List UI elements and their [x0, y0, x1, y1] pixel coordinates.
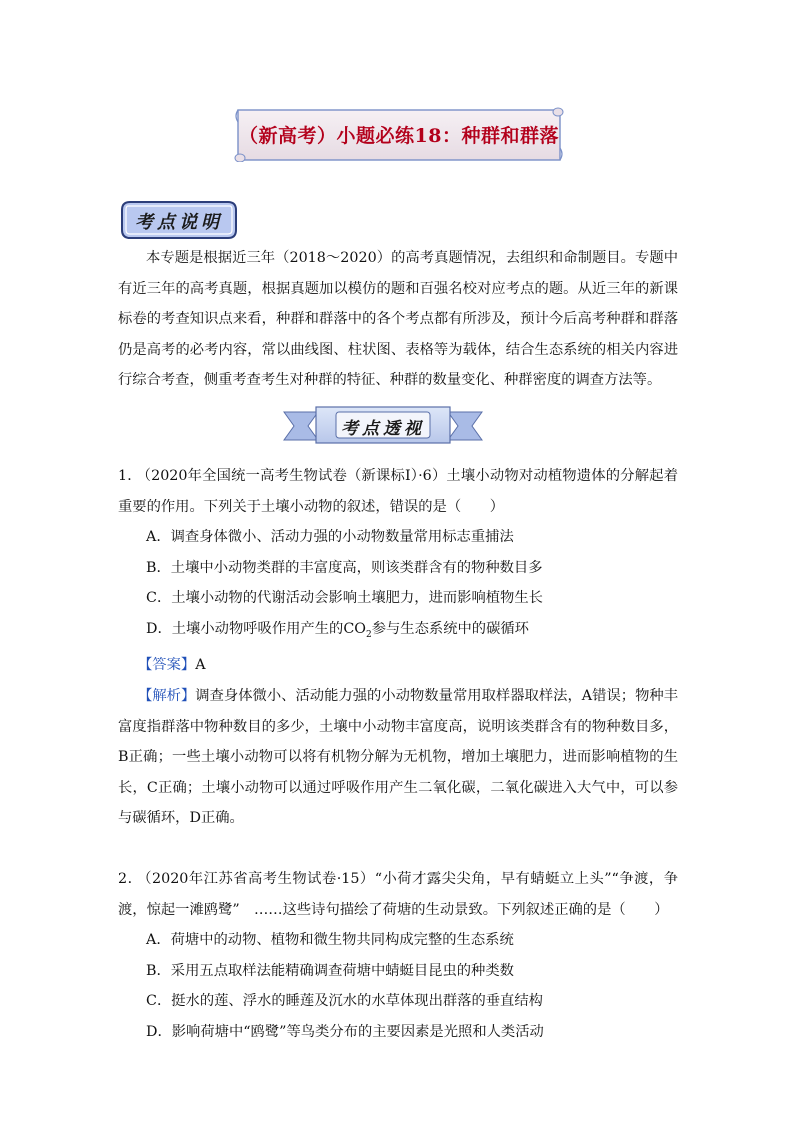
question-1-option-a: A．调查身体微小、活动力强的小动物数量常用标志重捕法	[146, 529, 514, 546]
question-1-option-b: B．土壤中小动物类群的丰富度高，则该类群含有的物种数目多	[146, 559, 543, 576]
option-d-text-post: 参与生态系统中的碳循环	[371, 620, 529, 637]
answer-value: A	[195, 657, 206, 674]
badge-shuoming-label: 考点说明	[135, 212, 223, 233]
question-1-number: 1．	[118, 468, 142, 484]
question-1-answer	[118, 650, 678, 681]
explanation-tag: 【解析】	[138, 688, 196, 705]
question-1	[118, 461, 678, 834]
badge-toushi-label: 考点透视	[341, 419, 425, 439]
explanation-text: 调查身体微小、活动能力强的小动物数量常用取样器取样法，A错误；物种丰富度指群落中物种数目的多少，土壤中小动物丰富度高，说明该类群含有的物种数目多，B正确；一些土壤小动物可以将有机物分解为无机物，增加土壤肥力，进而影响植物的生长，C正确；土壤小动物可以通过呼吸作用产生二氧化碳，二氧化碳进入大气中，可以参与碳循环，D正确。	[118, 688, 678, 827]
question-1-option-c: C．土壤小动物的代谢活动会影响土壤肥力，进而影响植物生长	[146, 590, 543, 607]
question-2-option-b: B．采用五点取样法能精确调查荷塘中蜻蜓目昆虫的种类数	[146, 962, 514, 979]
answer-tag: 【答案】	[138, 657, 196, 674]
question-2-text: （2020年江苏省高考生物试卷·15）“小荷才露尖尖角，早有蜻蜓立上头”“争渡，争渡，惊起一滩鸥鹭” ……这些诗句描绘了荷塘的生动景致。下列叙述正确的是（ ）	[118, 871, 678, 918]
kaodian-shuoming-badge	[120, 200, 238, 240]
question-2-option-c: C．挺水的莲、浮水的睡莲及沉水的水草体现出群落的垂直结构	[146, 993, 543, 1010]
title-banner	[232, 106, 566, 162]
question-1-text: （2020年全国统一高考生物试卷（新课标Ⅰ）·6）土壤小动物对动植物遗体的分解起着重要的作用。下列关于土壤小动物的叙述，错误的是（ ）	[118, 468, 678, 515]
question-2-option-d: D．影响荷塘中“鸥鹭”等鸟类分布的主要因素是光照和人类活动	[146, 1023, 544, 1040]
question-2-option-a: A．荷塘中的动物、植物和微生物共同构成完整的生态系统	[146, 932, 514, 949]
question-1-explanation	[118, 681, 678, 834]
option-d-subscript: 2	[365, 629, 372, 640]
question-1-stem	[118, 461, 678, 522]
intro-text: 本专题是根据近三年（2018～2020）的高考真题情况，去组织和命制题目。专题中有近三年的高考真题，根据真题加以模仿的题和百强名校对应考点的题。从近三年的新课标卷的考查知识点来看，种群和群落中的各个考点都有所涉及，预计今后高考种群和群落仍是高考的必考内容，常以曲线图、柱状图、表格等为载体，结合生态系统的相关内容进行综合考查，侧重考查考生对种群的特征、种群的数量变化、种群密度的调查方法等。	[118, 250, 678, 389]
page-title: （新高考）小题必练18：种群和群落	[239, 125, 559, 147]
option-d-text-pre: D．土壤小动物呼吸作用产生的CO	[146, 620, 366, 637]
kaodian-toushi-ribbon	[282, 404, 484, 446]
intro-paragraph	[118, 243, 678, 396]
question-1-option-d	[118, 614, 678, 650]
question-2-number: 2．	[118, 871, 143, 887]
question-2-stem	[118, 864, 678, 925]
question-2	[118, 864, 678, 1048]
